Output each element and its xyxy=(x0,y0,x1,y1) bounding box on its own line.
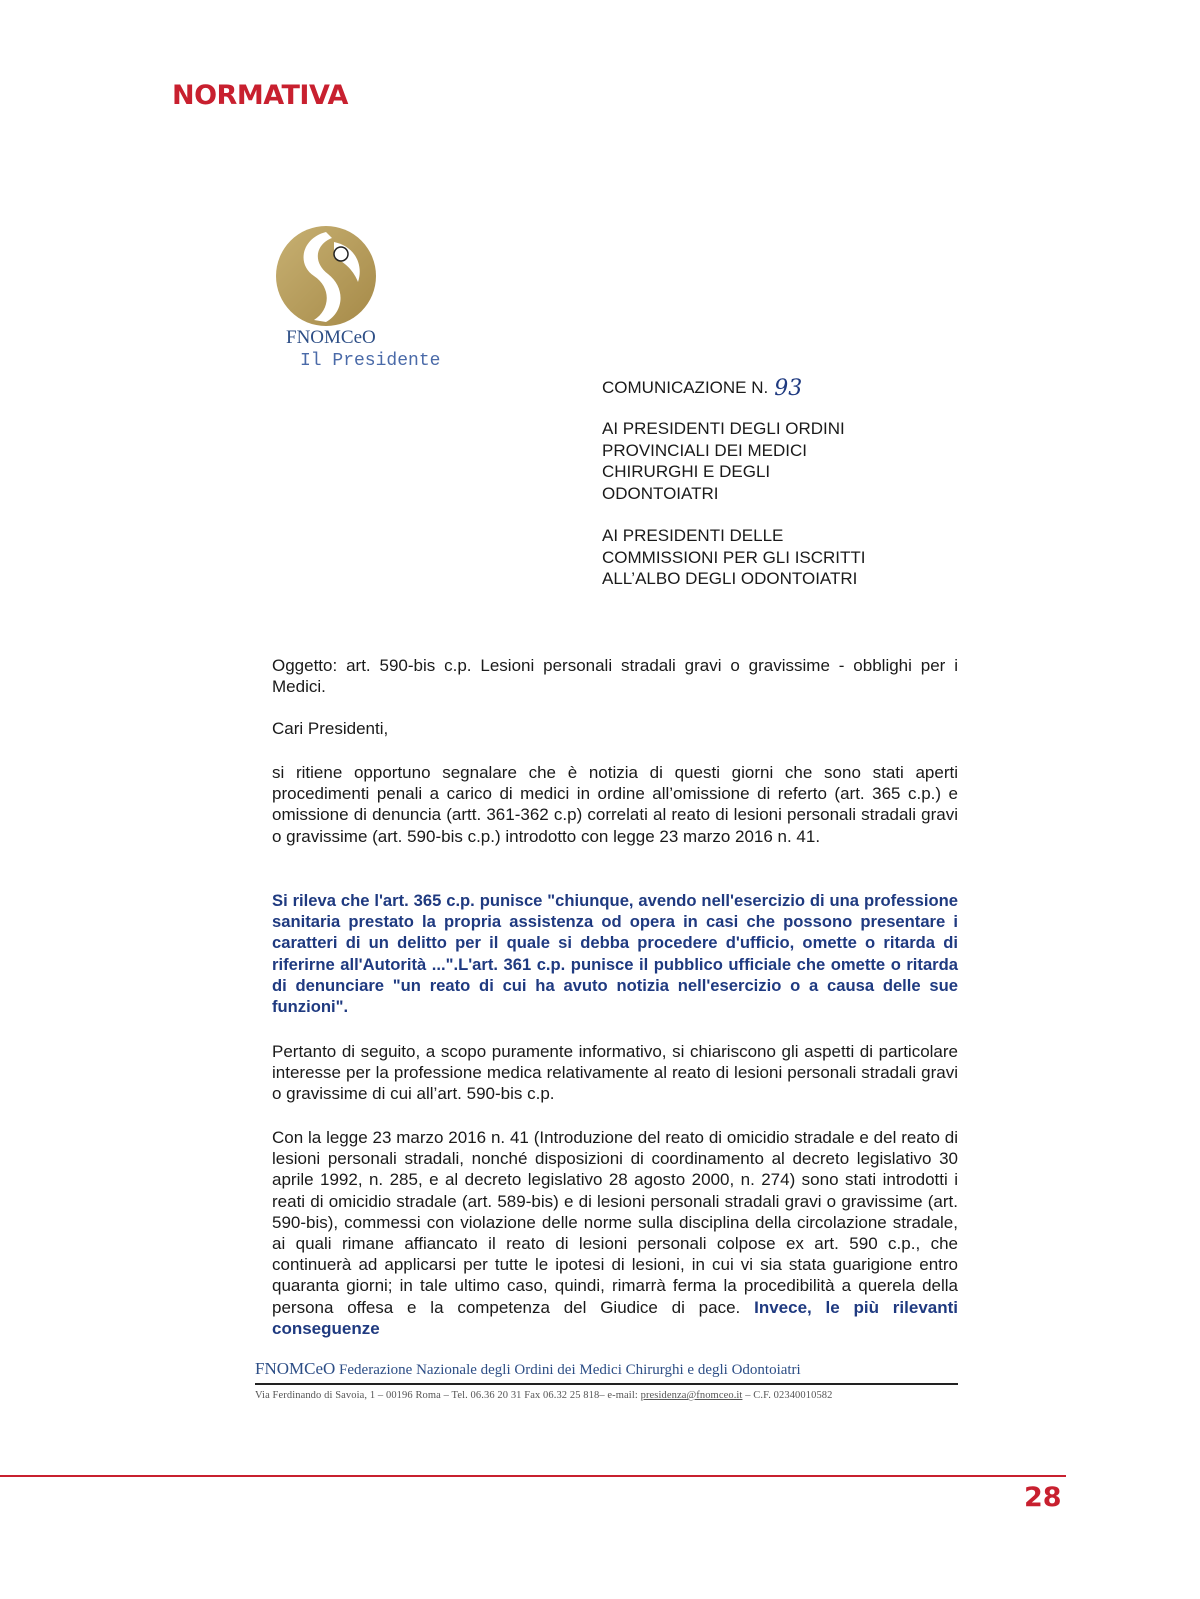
recipient-line: COMMISSIONI PER GLI ISCRITTI xyxy=(602,547,866,567)
footer-tax-code: – C.F. 02340010582 xyxy=(745,1390,833,1401)
footer-email-link[interactable]: presidenza@fnomceo.it xyxy=(640,1390,743,1401)
page-divider xyxy=(0,1475,1066,1477)
recipient-line: PROVINCIALI DEI MEDICI xyxy=(602,440,807,460)
page-number: 28 xyxy=(1024,1482,1062,1513)
section-title: NORMATIVA xyxy=(172,80,348,111)
recipients-group-1 xyxy=(602,418,962,504)
recipients-group-2 xyxy=(602,525,962,590)
body-paragraph-3: Pertanto di seguito, a scopo puramente informativo, si chiariscono gli aspetti di particolare interesse per la professione medica relativamente al reato di lesioni personali stradali gravi o gravissime di cui all’art. 590-bis c.p. xyxy=(272,1042,958,1104)
recipient-line: CHIRURGHI E DEGLI xyxy=(602,462,771,481)
salutation: Cari Presidenti, xyxy=(272,719,389,738)
body-paragraph-4 xyxy=(272,1127,958,1339)
footer-org-abbr: FNOMCeO xyxy=(255,1359,336,1378)
recipient-line: AI PRESIDENTI DEGLI ORDINI xyxy=(602,419,845,438)
recipient-line: AI PRESIDENTI DELLE xyxy=(602,526,784,545)
footer-divider xyxy=(255,1383,958,1385)
body-paragraph-4-text: Con la legge 23 marzo 2016 n. 41 (Introduzione del reato di omicidio stradale e del reato di lesioni personali stradali, nonché disposizioni di coordinamento al decreto legislativo 30 aprile 1992, n. 285, e al decreto legislativo 28 agosto 2000, n. 274) sono stati introdotti i reati di omicidio stradale (art. 589-bis) e di lesioni personali stradali gravi o gravissime (art. 590-bis), commessi con violazione delle norme sulla disciplina della circolazione stradale, ai quali rimane affiancato il reato di lesioni personali colpose ex art. 590 c.p., che continuerà ad applicarsi per tutte le ipotesi di lesioni, in cui vi sia stata guarigione entro quaranta giorni; in tale ultimo caso, quindi, rimarrà ferma la procedibilità a querela della persona offesa e la competenza del Giudice di pace. xyxy=(272,1128,958,1317)
communication-number: 93 xyxy=(774,376,803,401)
recipient-line: ODONTOIATRI xyxy=(602,483,719,503)
body-paragraph-4-highlight: Invece, le più rilevanti conseguenze xyxy=(272,1297,959,1338)
body-paragraph-2-highlight: Si rileva che l'art. 365 c.p. punisce "chiunque, avendo nell'esercizio di una professione sanitaria prestato la propria assistenza od opera in casi che possono presentare i caratteri di un delitto per il quale si debba procedere d'ufficio, omette o ritarda di riferirne all'Autorità ...".L'art. 361 c.p. punisce il pubblico ufficiale che omette o ritarda di denunciare "un reato di cui ha avuto notizia nell'esercizio o a causa delle sue funzioni". xyxy=(272,891,958,1017)
footer-address-text: Via Ferdinando di Savoia, 1 – 00196 Roma – Tel. 06.36 20 31 Fax 06.32 25 818– e-mail: xyxy=(255,1390,638,1401)
recipient-line: ALL’ALBO DEGLI ODONTOIATRI xyxy=(602,569,858,588)
subject-line: Oggetto: art. 590-bis c.p. Lesioni personali stradali gravi o gravissime - obblighi per i Medici. xyxy=(272,656,958,697)
letterhead-subtitle: Il Presidente xyxy=(300,351,441,371)
body-paragraph-1: si ritiene opportuno segnalare che è notizia di questi giorni che sono stati aperti procedimenti penali a carico di medici in ordine all’omissione di referto (art. 365 c.p.) e omissione di denuncia (artt. 361-362 c.p) correlati al reato di lesioni personali stradali gravi o gravissime (art. 590-bis c.p.) introdotto con legge 23 marzo 2016 n. 41. xyxy=(272,763,958,846)
footer-organization xyxy=(255,1359,801,1379)
communication-heading xyxy=(602,374,802,399)
communication-label: COMUNICAZIONE N. xyxy=(602,378,769,397)
fnomceo-serpent-logo-icon xyxy=(274,224,384,328)
letterhead-org-name: FNOMCeO xyxy=(286,327,376,348)
footer-org-full: Federazione Nazionale degli Ordini dei Medici Chirurghi e degli Odontoiatri xyxy=(339,1362,801,1378)
footer-address xyxy=(255,1390,833,1401)
